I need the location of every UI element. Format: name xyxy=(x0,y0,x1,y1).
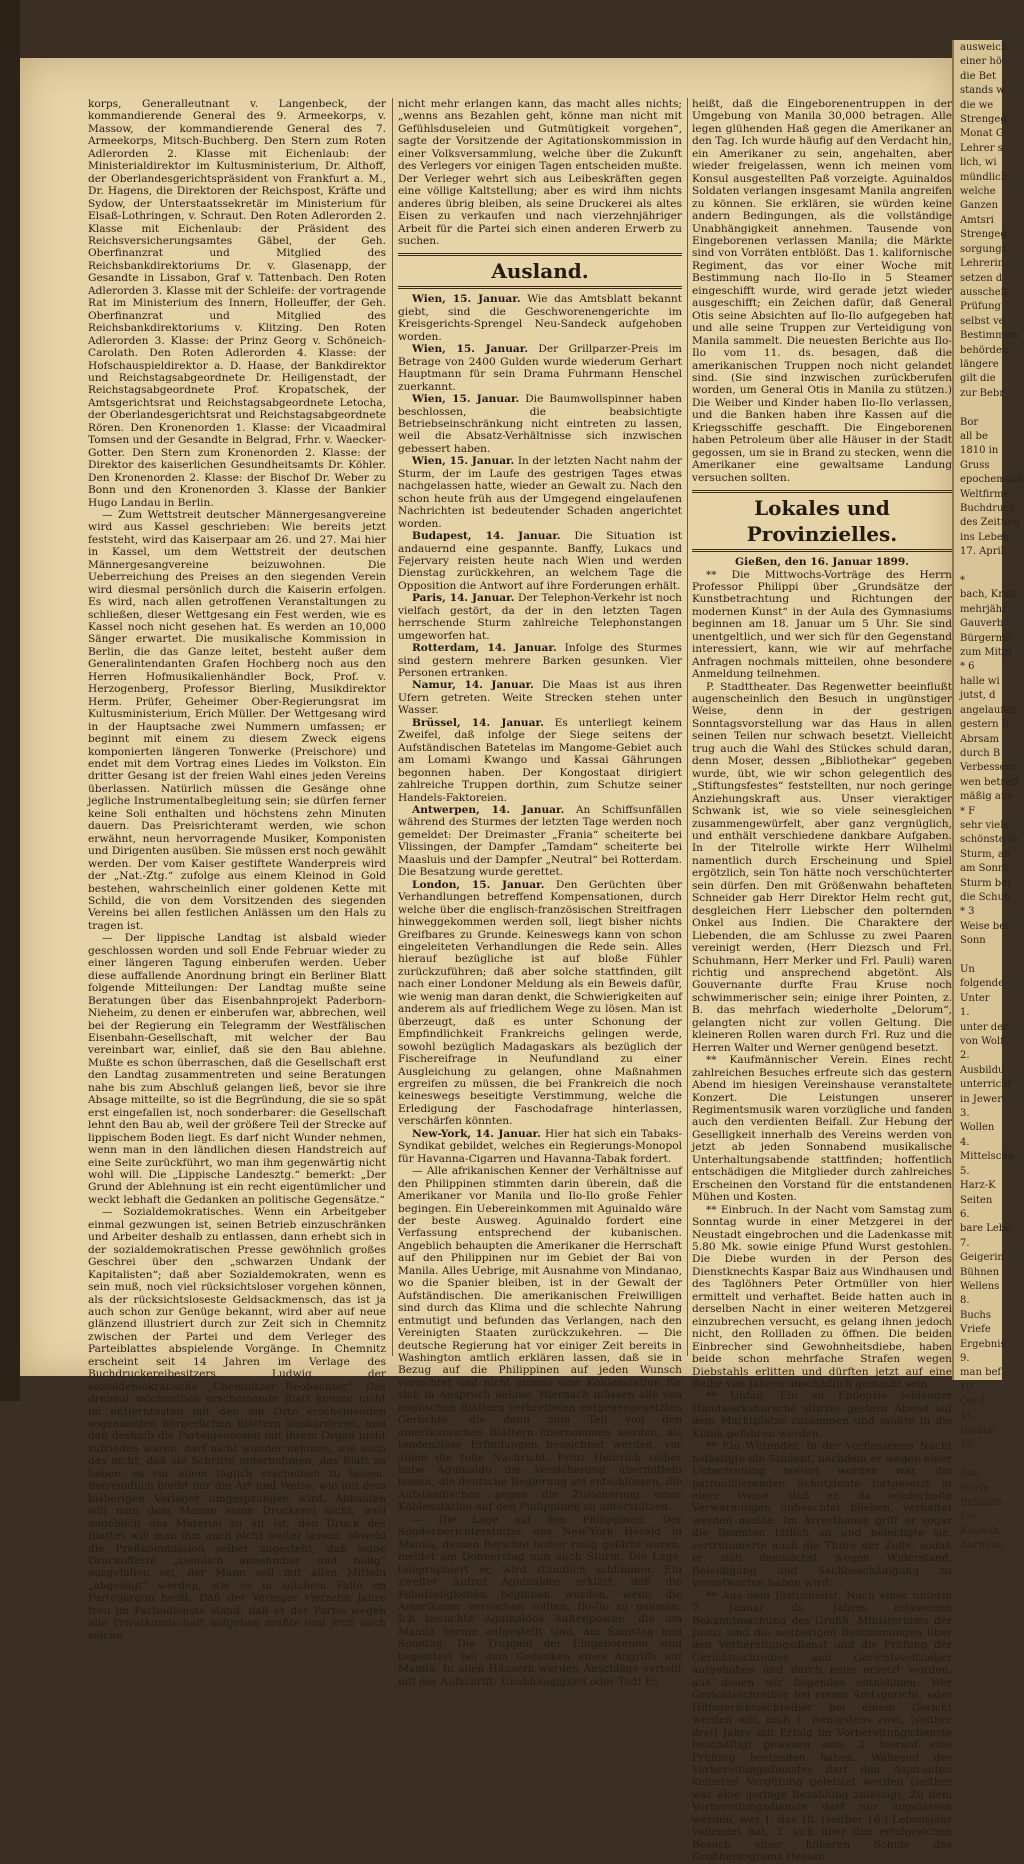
edge-line: Lehrerin xyxy=(960,258,1005,270)
edge-line xyxy=(954,559,1002,573)
edge-line: * xyxy=(960,575,965,587)
edge-line xyxy=(954,1452,1002,1466)
news-text: Der Telephon-Verkehr ist noch vielfach gestört, da der in den letzten Tagen herrschende Sturm zahlreiche Telephonstangen umgeworfen hat. xyxy=(398,592,682,642)
edge-line: ins Leben xyxy=(960,531,1010,543)
edge-line: die Schub xyxy=(960,891,1011,903)
edge-line: 12. xyxy=(960,1439,976,1451)
news-location: Wien, 15. Januar. xyxy=(412,343,529,356)
edge-line: die Bet xyxy=(960,70,996,82)
edge-line: Harfe xyxy=(960,1482,990,1494)
news-location: Brüssel, 14. Januar. xyxy=(412,716,544,729)
edge-line: sehr viele xyxy=(960,819,1010,831)
edge-line: die we xyxy=(960,99,994,111)
edge-line: zum Mitgl xyxy=(960,647,1012,659)
news-text: Die Maas ist aus ihren Ufern getreten. Weite Strecken stehen unter Wasser. xyxy=(398,679,682,717)
news-item xyxy=(398,455,682,530)
news-item xyxy=(398,1514,682,1688)
column-rule xyxy=(687,98,688,1356)
edge-line: gestern B xyxy=(960,719,1010,731)
paragraph: — Zum Wettstreit deutscher Männergesangvereine wird aus Kassel geschrieben: Wie bereits jetzt feststeht, wird das Kaiserpaar am 26. und 27. Mai hier in Kassel, um dem Wettstreit der deutschen Männergesangvereine beizuwohnen. Die Ueberreichung des Preises an den siegenden Verein wird diesmal persönlich durch die Kaiserin erfolgen. Es wird, nach allen getroffenen Veranstaltungen zu schließen, dieser Wettgesang ein Fest werden, wie es Kassel noch nicht gesehen hat. Es werden an 10,000 Sänger erwartet. Die musikalische Kommission in Berlin, die das Ganze leitet, besteht außer dem Generalintendanten Grafen Hochberg noch aus den Herren Hofmusikalienhändler Bock, Prof. v. Herzogenberg, Professor Bierling, Musikdirektor Herm. Prüfer, Geheimer Ober-Regierungsrat im Kultusministerium, Erich Müller. Der Wettgesang wird in der Hauptsache zwei Nummern umfassen; er beginnt mit einem zu diesem Zweck eigens komponierten längeren Tonwerke (Preischore) und endet mit dem Vortrag eines Liedes im Volkston. Ein dritter Gesang ist der freien Wahl eines jeden Vereins überlassen. Natürlich müssen die Gesänge ohne jegliche Instrumentalbegleitung sein; sie dürfen ferner keine Soli enthalten und höchstens zehn Minuten dauern. Das Preisrichteramt werden, wie schon erwähnt, neun hervorragende Musiker, Komponisten und Dirigenten ausüben. Sie müssen erst noch gewählt werden. Der vom Kaiser gestiftete Wanderpreis wird der „Nat.-Ztg.“ zufolge aus einem Kleinod in Gold bestehen, wahrscheinlich einer goldenen Kette mit Schild, die von dem Vorsitzenden des siegenden Vereins bei allen festlichen Anlässen um den Hals zu tragen ist. xyxy=(88,508,386,932)
edge-line: mehrjähr xyxy=(960,603,1007,615)
edge-line: Bühnen xyxy=(960,1266,1000,1278)
edge-line: Sonn xyxy=(960,935,986,947)
edge-line: Monat G xyxy=(960,128,1004,140)
paragraph: — Der lippische Landtag ist alsbald wieder geschlossen worden und soll Ende Februar wieder zu einer längeren Tagung einberufen werden. Ueber diese auffallende Anordnung bringt ein Berliner Blatt folgende Mitteilungen: Der Landtag mußte seine Beratungen über das Eisenbahnprojekt Paderborn-Nieheim, zu denen er einberufen war, abbrechen, weil bei der Regierung ein Telegramm der Westfälischen Eisenbahn-Gesellschaft, mit welcher der Bau vereinbart war, einlief, daß sie den Bau ablehne. Mußte es schon überraschen, daß die Gesellschaft erst den Landtag zusammentreten und seine Beratungen nahe bis zum Abschluß gelangen ließ, bevor sie ihre Absage mitteilte, so ist die Begründung, die sie so spät erst eingefallen ist, noch sonderbarer: die Gesellschaft lehnt den Bau ab, weil der größere Teil der Strecke auf lippischem Boden liegt. Es darf nicht Wunder nehmen, wenn man in den ländlichen diesen Handstreich auf eine Seite zurückführt, wo man ihm gegenwärtig nicht wohl will. Die „Lippische Landesztg.“ bemerkt: „Der Grund der Ablehnung ist ein recht eigentümlicher und weckt lebhaft die Gedanken an politische Gegensätze.“ xyxy=(88,932,386,1206)
edge-line: von Wolf xyxy=(960,1036,1004,1048)
news-location: Wien, 15. Januar. xyxy=(412,393,520,406)
edge-line: Kuswah xyxy=(960,1525,1000,1537)
edge-line: jutst, d xyxy=(960,690,996,702)
news-location: Rotterdam, 14. Januar. xyxy=(412,642,557,655)
news-location: London, 15. Januar. xyxy=(412,878,545,891)
edge-line: Ganzen xyxy=(960,200,999,212)
edge-line: 8. xyxy=(960,1295,970,1307)
edge-line: schönste in xyxy=(960,834,1018,846)
edge-line: behörden xyxy=(960,344,1009,356)
edge-line: 6. xyxy=(960,1208,970,1220)
edge-line: 4. xyxy=(960,1136,970,1148)
edge-line: Bau xyxy=(960,1468,980,1480)
edge-line: 9. xyxy=(960,1352,970,1364)
edge-line: Ahrheim xyxy=(960,1540,1004,1552)
paragraph: ** Die Mittwochs-Vorträge des Herrn Professor Philippi über „Grundsätze der Kunstbetrachtung und Richtungen der modernen Kunst“ in der Aula des Gymnasiums beginnen am 18. Januar um 5 Uhr. Sie sind unentgeltlich, und wer sich für den Gegenstand interessiert, kann, wie wir auf mehrfache Anfragen nochmals mitteilen, ohne besondere Anmeldung teilnehmen. xyxy=(692,568,952,681)
edge-line: angelaufen xyxy=(960,704,1017,716)
edge-line: Lehrer s xyxy=(960,142,1003,154)
news-item xyxy=(398,293,682,343)
edge-line: Geigerin xyxy=(960,1252,1004,1264)
edge-line: Buchs xyxy=(960,1309,991,1321)
edge-line: Buchdruck xyxy=(960,503,1016,514)
news-item xyxy=(398,393,682,455)
news-text: Die Baumwollspinner haben beschlossen, die beabsichtigte Betriebseinschränkung nicht eintreten zu lassen, weil die Absatz-Verhältnisse sich inzwischen gebessert haben. xyxy=(398,393,682,455)
news-text: In der letzten Nacht nahm der Sturm, der im Laufe des gestrigen Tages etwas nachgelassen hatte, wieder an Gewalt zu. Nach den schon heute früh aus der Umgegend eingelaufenen Nachrichten ist bedeutender Schaden angerichtet worden. xyxy=(398,455,682,530)
news-text: — Alle afrikanischen Kenner der Verhältnisse auf den Philippinen stimmten darin überein, daß die Amerikaner vor Manila und Ilo-Ilo große Fehler begingen. Ein Uebereinkommen mit Aguinaldo wäre der beste Ausweg. Aguinaldo fordert eine Verfassung entsprechend der kubanischen. Angeblich behaupten die Amerikaner die Herrschaft auf den Philippinen nur im Gebiet der Bai von Manila. Alles Uebrige, mit Ausnahme von Mindanao, wo die Spanier bleiben, ist in der Gewalt der Aufständischen. Die amerikanischen Freiwilligen sind durch das Klima und die schlechte Nahrung entmutigt und befunden das Verlangen, nach den Vereinigten Staaten zurückzukehren. — Die deutsche Regierung hat vor einiger Zeit bereits in Washington amtlich erklären lassen, daß sie in Bezug auf die Philippinen auf jeden Wunsch verzichtet und nicht einmal eine Kohlenstation für sich in Anspruch nehme. Hiernach müssen alle von englischen Blättern verbreiteten entgegengesetzten Gerüchte, die dann zum Teil von den amerikanischen Blättern übernommen werden, als tendenziöse Erfindungen bezeichnet werden, vor allem die tolle Nachricht, Prinz Heinrich selber habe Aguinaldo die Versicherung übermitteln lassen, die deutsche Regierung sei entschlossen, die Aufständischen gegen die Zusicherung einer Kohlenstation auf den Philippinen zu unterstützen. xyxy=(398,1165,682,1514)
edge-line: einer hö xyxy=(960,56,1002,68)
edge-line: setzen d xyxy=(960,272,1003,284)
edge-line: * 6 xyxy=(960,661,975,673)
news-text: — Die Lage auf den Philippinen. Der Sonderberichterstatter des New-York Herald in Manila, dessen Berichte bisher rosig gefärbt waren, meldet am Donnerstag nun auch Sturm. Die Lage, telegraphiert er, wird ständlich schlimmer. Ein zweiter Aufruf Aguinaldos erklärt, daß die Feindseligkeiten beginnen würden, wenn die Amerikaner versuchen sollten, Ilo-Ilo zu nehmen. Ich besuchte Aguinaldos Außenposten, die um Manila herum aufgestellt sind, am Samstag und Sonntag. Die Truppen der Eingeborenen sind begeistert bei dem Gedanken eines Angriffs auf Manila. In allen Häusern werden Anschläge verteilt mit der Aufschrift: Unabhängigkeit oder Tod! Es xyxy=(398,1513,682,1688)
edge-line: 5. xyxy=(960,1165,970,1177)
news-text: Die Situation ist andauernd eine gespannte. Banffy, Lukacs und Fejervary reisten heute nach Wien und werden Dienstag zurückkehren, an welchem Tage die Opposition die Antwort auf ihre Forderungen erhält. xyxy=(398,530,683,592)
news-location: Namur, 14. Januar. xyxy=(412,679,534,692)
news-item xyxy=(398,642,682,679)
edge-line: Strengeg xyxy=(960,229,1007,241)
edge-line: Bestimmun xyxy=(960,330,1018,342)
paragraph: ** Ein Wütender. In der verflossenen Nacht belästigte ein Student, nachdem er wegen einer Uebertretung notiert worden war, die patrouillierenden Schutzleute fortgesetzt in einer Weise, daß er, da wiederholte Verwarnungen unbeachtet blieben, verhaftet werden mußte. Im Arresthause griff er sogar die Beamten tätlich an und beleidigte sie, zertrümmerte auch die Thüre der Zelle, sodaß er sich demnächst wegen Widerstand, Beleidigung und Sachbeschädigung zu verantworten haben wird. xyxy=(692,1440,952,1590)
news-text: Der Grillparzer-Preis im Betrage von 2400 Gulden wurde wiederum Gerhart Hauptmann für sein Drama Fuhrmann Henschel zuerkannt. xyxy=(398,343,682,393)
edge-line: Sturm, an xyxy=(960,848,1011,860)
edge-line: in Jewer xyxy=(960,1093,1003,1105)
edge-line: 3. xyxy=(960,1108,970,1120)
edge-line: Unter xyxy=(960,992,990,1004)
edge-line: 1810 in xyxy=(960,445,999,457)
edge-line: längere xyxy=(960,358,999,370)
news-item xyxy=(398,530,682,592)
edge-line: Ost-L xyxy=(960,1396,988,1408)
edge-line: sorgungs xyxy=(960,243,1007,255)
edge-line: halle wi xyxy=(960,675,1000,687)
edge-line: epochemach xyxy=(960,474,1024,486)
column-rule xyxy=(392,98,393,1356)
news-item xyxy=(398,1165,682,1514)
news-text: Es unterliegt keinem Zweifel, daß infolge der Siege seitens der Aufständischen Batetelas im Mangome-Gebiet auch am Lomami Kwango und Kassai Gährungen begonnen haben. Der Kongostaat dirigiert zahlreiche Truppen dorthin, zum Schutze seiner Handels-Faktoreien. xyxy=(398,716,682,804)
edge-line: Ergebnis xyxy=(960,1338,1006,1350)
edge-line: stands w xyxy=(960,85,1005,97)
edge-line: unter der xyxy=(960,1021,1008,1033)
edge-line: 2. xyxy=(960,1050,970,1062)
edge-line: Verbesseru xyxy=(960,762,1017,774)
paragraph: ** Unfall. Ein an Epilepsie leidender Handwerksbursche stürzte gestern Abend auf dem Marktplatze zusammen und mußte in die Klinik gefahren werden. xyxy=(692,1390,952,1440)
paragraph: ** Kaufmännischer Verein. Eines recht zahlreichen Besuches erfreute sich das gestern Abend im hiesigen Vereinshause veranstaltete Konzert. Die Leistungen unserer Regimentsmusik waren vorzügliche und fanden auch den verdienten Beifall. Zur Hebung der Geselligkeit innerhalb des Vereins werden von jetzt ab jeden Sonnabend musikalische Unterhaltungsabende stattfinden; hoffentlich entschädigen die Mitglieder durch zahlreiches Erscheinen den Vorstand für die entstandenen Mühen und Kosten. xyxy=(692,1054,952,1204)
edge-line: Wellens xyxy=(960,1280,1000,1292)
edge-line: 11. xyxy=(960,1410,976,1422)
news-location: Wien, 15. Januar. xyxy=(412,293,521,306)
column-1 xyxy=(88,98,386,1642)
edge-line: * 3 xyxy=(960,906,975,918)
news-location: Budapest, 14. Januar. xyxy=(412,530,561,543)
edge-line: Strengeg xyxy=(960,114,1007,126)
edge-line: Ausbildu xyxy=(960,1064,1005,1076)
edge-line: Beliebte xyxy=(960,1497,1002,1509)
edge-line: Mittelschu xyxy=(960,1151,1015,1163)
edge-line: man bef xyxy=(960,1367,1002,1379)
news-location: New-York, 14. Januar. xyxy=(412,1127,541,1140)
edge-line: zur Bebr xyxy=(960,387,1005,399)
adjacent-page-edge xyxy=(952,40,1024,1552)
news-item xyxy=(398,717,682,804)
news-location: Paris, 14. Januar. xyxy=(412,592,515,605)
section-title-ausland: Ausland. xyxy=(398,253,682,289)
news-text: Infolge des Sturmes sind gestern mehrere Barken gesunken. Vier Personen ertranken. xyxy=(398,642,682,680)
news-text: Hier hat sich ein Tabaks-Syndikat gebildet, welches ein Regierungs-Monopol für Havanna-Cigarren und Havanna-Tabak fordert. xyxy=(398,1127,682,1165)
edge-line: * F xyxy=(960,805,976,817)
edge-line: Un xyxy=(960,964,975,975)
edge-line: ausscheit xyxy=(960,286,1008,298)
edge-line: 10. xyxy=(960,1381,976,1393)
ausland-news-list xyxy=(398,293,682,1688)
news-item xyxy=(398,804,682,879)
news-item xyxy=(398,679,682,716)
edge-line: Sturm bei xyxy=(960,877,1011,889)
paragraph: — Sozialdemokratisches. Wenn ein Arbeitgeber einmal gezwungen ist, seinen Betrieb einzuschränken und Arbeiter deshalb zu entlassen, dann erhebt sich in der sozialdemokratischen Presse gewöhnlich großes Geschrei über den „schwarzen Undank der Kapitalisten“; daß aber Sozialdemokraten, wenn es sein muß, noch viel rücksichtsloser vorgehen können, als der rücksichtsloseste Geldsackmensch, das ist ja auch schon zur Genüge bekannt, wird aber auf neue glänzend illustriert durch zur Zeit sich in Chemnitz zwischen der Partei und dem Verleger des Parteiblattes abspielende Vorgänge. In Chemnitz erscheint seit 14 Jahren im Verlage des Buchdruckereibesitzers Ludwig der sozialdemokratische „Chemnitzer Beobachter“. Das dreimal wöchentlich erscheinende Blatt konnte nicht im entferntesten mit den am Orte erscheinenden sogenannten bürgerlichen Blättern konkurrieren, und daß deshalb die Parteigenossen mit ihrem Organ nicht zufrieden waren, darf nicht wunder nehmen, wie auch das nicht, daß sie Schritte unternahmen, das Blatt zu heben, es vor allem täglich erscheinen zu lassen. Befremdlich bleibt nur die Art und Weise, wie mit dem bisherigen Verleger umgesprungen wird. Abkaufen will man dem Manne seine Druckerei nicht, weil angeblich das Material zu alt ist; den Druck des Blattes will man ihm auch nicht weiter lassen, obwohl die Preßkommission selber zugesteht, daß seine Druckofferte „ziemlich annehmbar und billig“ ausgefallen sei, der Mann soll mit allen Mitteln „abgesägt“ werden, wie es in solchem Falle im Parteijargon heißt. Daß der Verleger vierzehn Jahre treu im Parteidienste stand, daß er der Partei wegen alle Privatkundschaft aufgeben mußte und jetzt auch solche xyxy=(88,1206,386,1642)
news-item xyxy=(398,592,682,642)
edge-line: bare Lebe xyxy=(960,1223,1012,1235)
edge-line: 17. April xyxy=(960,546,1004,558)
edge-line: wen betreff xyxy=(960,776,1019,788)
edge-line: unterricht xyxy=(960,1079,1012,1091)
edge-line: des Zeitung xyxy=(960,517,1020,529)
paragraph: ** Einbruch. In der Nacht vom Samstag zum Sonntag wurde in einer Metzgerei in der Neustadt eingebrochen und die Ladenkasse mit 5.80 Mk. sowie einige Pfund Wurst gestohlen. Die Diebe wurden in der Person des Dienstknechts Kaspar Baiz aus Windhausen und des Taglöhners Peter Ortmüller von hier ermittelt und verhaftet. Beide hatten auch in derselben Nacht in einer weiteren Metzgerei einzubrechen versucht, es gelang ihnen jedoch nicht, den Rollladen zu öffnen. Die beiden Einbrecher sind Gewohnheitsdiebe, haben beide schon mehrfache Strafen wegen Diebstahls erlitten und dürften jetzt auf eine Reihe von Jahren unschädlich gemacht sein. xyxy=(692,1203,952,1390)
edge-line: Seiten xyxy=(960,1194,993,1206)
edge-line: am Sonnt xyxy=(960,863,1009,875)
news-text: Den Gerüchten über Verhandlungen betreffend Kompensationen, durch welche über die englisch-französischen Streitfragen hinweggekommen werden soll, liegt bisher nichts Greifbares zu Grunde. Keineswegs kann von schon eingeleiteten Verhandlungen die Rede sein. Alles hierauf bezügliche ist auf bloße Fühler zurückzuführen; daß aber solche stattfinden, gilt nach einer Londoner Meldung als ein Beweis dafür, wie wenig man daran denkt, die Schwierigkeiten auf anderem als auf friedlichem Wege zu lösen. Man ist überzeugt, daß es unter Schonung der Empfindlichkeit Frankreichs gelingen werde, sowohl bezüglich Madagaskars als bezüglich der Fischereifrage in Neufundland zu einer Ausgleichung zu gelangen, ohne Maßnahmen ergreifen zu müssen, die bei Frankreich die noch keineswegs beseitigte Verstimmung, welche die Erledigung der Faschodafrage hinterlassen, verschärfen könnten. xyxy=(398,878,682,1128)
edge-line: all be xyxy=(960,430,988,442)
edge-line: gilt die xyxy=(960,373,996,385)
edge-line: Harz-K xyxy=(960,1180,996,1192)
edge-line: Vriefe xyxy=(960,1324,991,1336)
edge-line xyxy=(954,400,1002,414)
news-item xyxy=(398,343,682,393)
news-item xyxy=(398,1128,682,1165)
edge-line xyxy=(954,948,1002,962)
section-title-lokales: Lokales und Provinzielles. xyxy=(692,490,952,552)
dateline: Gießen, den 16. Januar 1899. xyxy=(735,556,909,569)
edge-line: ausweich xyxy=(960,42,1008,53)
edge-line: lich, wi xyxy=(960,157,997,169)
binding-edge xyxy=(0,0,20,1401)
edge-line: 7. xyxy=(960,1237,970,1249)
newspaper-page xyxy=(20,58,952,1864)
edge-line: welche xyxy=(960,186,996,198)
paragraph: korps, Generalleutnant v. Langenbeck, der kommandierende General des 9. Armeekorps, v. Massow, der kommandierende General des 7. Armeekorps, Mitsch-Buchberg. Den Stern zum Roten Adlerorden 2. Klasse mit Eichenlaub: der Ministerialdirektor im Kultusministerium, Dr. Althoff, der Oberlandesgerichtspräsident von Frankfurt a. M., Dr. Hagens, die Direktoren der Reichspost, Kräfte und Sydow, der Unterstaatssekretär im Ministerium für Elsaß-Lothringen, v. Schraut. Den Roten Adlerorden 2. Klasse mit Eichenlaub: der Präsident des Reichsversicherungsamtes Gäbel, der Geh. Oberfinanzrat und Mitglied des Reichsbankdirektoriums Dr. v. Glasenapp, der Gesandte in Lissabon, Graf v. Tattenbach. Den Roten Adlerorden 3. Klasse mit der Schleife: der vortragende Rat im Ministerium des Innern, Holleuffer, der Geh. Oberfinanzrat und Mitglied des Reichsbankdirektoriums v. Klitzing. Den Roten Adlerorden 3. Klasse: der Prinz Georg v. Schöneich-Carolath. Den Roten Adlerorden 4. Klasse: der Hofschauspieldirektor a. D. Haase, der Bankdirektor und Reichstagsabgeordnete Dr. Heiligenstadt, der Reichstagsabgeordnete Prof. Kropatschek, der Amtsgerichtsrat und Reichstagsabgeordnete Letocha, der Oberlandesgerichtsrat und Reichstagsabgeordnete Rören. Den Kronenorden 1. Klasse: der Vicaadmiral Tomsen und der Gesandte in Belgrad, Frhr. v. Waecker-Gotter. Den Stern zum Kronenorden 2. Klasse: der Direktor des kaiserlichen Gesundheitsamts Dr. Köhler. Den Kronenorden 2. Klasse: der Bischof Dr. Weber zu Bonn und den Kronenorden 3. Klasse der Bankier Hugo Landau in Berlin. xyxy=(88,98,386,509)
edge-line: durch B xyxy=(960,747,1001,759)
edge-line: Wollen xyxy=(960,1122,995,1134)
paragraph: heißt, daß die Eingeborenentruppen in der Umgebung von Manila 30,000 betragen. Alle legen glühenden Haß gegen die Amerikaner an den Tag. Ich wurde häufig auf den Verdacht hin, ein Amerikaner zu sein, angehalten, aber wieder freigelassen, wenn ich meinen vom Konsul ausgestellten Paß vorzeigte. Aguinaldos Soldaten verlangen insgesamt Manila angreifen zu können. Sie erklären, sie würden keine andern Bedingungen, als die vollständige Unabhängigkeit annehmen. Tausende von Eingeborenen verlassen Manila; die Märkte sind von Vorräten entblößt. Das 1. kalifornische Regiment, das vor einer Woche mit Bestimmung nach Ilo-Ilo in 5 Steamer eingeschifft wurde, wird gerade jetzt wieder ausgeschifft; ein Zeichen dafür, daß General Otis seine Absichten auf Ilo-Ilo aufgegeben hat und alle seine Truppen zur Verteidigung von Manila sammelt. Die neuesten Berichte aus Ilo-Ilo vom 11. ds. besagen, daß die amerikanischen Truppen noch nicht gelandet sind. (Sie sind inzwischen zurückberufen worden, um General Otis in Manila zu stützen.) Die Weiber und Kinder haben Ilo-Ilo verlassen, und die Banken haben ihre Kassen auf die Kriegsschiffe geschafft. Die Eingeborenen haben Petroleum über alle Häuser in der Stadt gegossen, um sie in Brand zu stecken, wenn die Amerikaner eine gewaltsame Landung versuchen sollten. xyxy=(692,98,952,484)
edge-line: 1. xyxy=(960,1007,970,1019)
column-3 xyxy=(692,98,952,1864)
edge-line: Gruss xyxy=(960,459,990,471)
edge-line: Bor xyxy=(960,416,979,428)
news-item xyxy=(398,879,682,1128)
news-text: An Schiffsunfällen während des Sturmes der letzten Tage werden noch gemeldet: Der Dreimaster „Frania“ scheiterte bei Vlissingen, der Dampfer „Tamdam“ scheiterte bei Maasluis und der Dampfer „Neutral“ bei Rotterdam. Die Besatzung wurde gerettet. xyxy=(398,804,682,879)
news-location: Wien, 15. Januar. xyxy=(412,455,515,468)
edge-line: folgende xyxy=(960,978,1004,990)
paragraph: P. Stadttheater. Das Regenwetter beeinflußt augenscheinlich den Besuch in ungünstiger Weise, denn in der gestrigen Sonntagsvorstellung war das Haus in allen seinen Teilen nur schwach besetzt. Vielleicht trug auch die Wahl des Stückes schuld daran, denn Moser, dessen „Bibliothekar“ gegeben wurde, übt, wie wir schon gelegentlich des „Stiftungsfestes“ feststellten, nur noch geringe Anziehungskraft aus. Unser vieraktiger Schwank ist, wie so viele seinesgleichen zusammengewürfelt, aber ganz vergnüglich, und enthält verschiedene dankbare Aufgaben. In der Titelrolle wirkte Herr Wilhelmi namentlich durch Erscheinung und Spiel ergötzlich, sein Ton hätte noch verschüchterter sein dürfen. Den mit Größenwahn behafteten Schneider gab Herr Direktor Helm recht gut, desgleichen Herr Liebscher den polternden Onkel aus Indien. Die Charaktere der Liebenden, die am Schlusse zu zwei Paaren vereinigt werden, (Herr Diezsch und Frl. Schuhmann, Herr Merker und Frl. Pauli) waren richtig und ansprechend abgetönt. Als Gouvernante durfte Frau Kruse noch schwimmerischer sein; einige ihrer Pointen, z. B. das mehrfach wiederholte „Delorum“, gelangten nicht zur vollen Geltung. Die kleineren Rollen waren durch Frl. Ruz und die Herren Walter und Werner genügend besetzt. xyxy=(692,680,952,1054)
column-2 xyxy=(398,98,683,1688)
edge-line: Weltfirme xyxy=(960,488,1010,500)
paragraph: ** Aus dem Justizdienst. Nach einer unterm 7. Januar ds. Jahres erlassenen Bekanntmachung des Großh. Ministeriums der Justiz sind die seitherigen Bestimmungen über den Vorbereitungsdienst und die Prüfung der Gerichtsschreiber und Gerichtsvollzieher aufgehoben und durch neue ersetzt worden, aus denen wir folgendes entnehmen: Wer Gerichtsschreiber bei einem Amtsgericht, oder Hilfsgerichtsschreiber bei einem Gericht werden will, muß 1. wenigstens zwei, (seither drei) Jahre mit Erfolg im Vorbereitungsdienste beschäftigt gewesen sein; 2. hierauf eine Prüfung bestanden haben. Während des Vorbereitungsdienstes darf den Aspiranten keinerlei Vergütung geleistet werden (seither war eine geringe Bezahlung zulässig). Zu dem Vorbereitungsdienste darf nur zugelassen werden, wer 1. das 18. (seither 16.) Lebensjahr vollendet hat, 2. sich über den erfolgreichen Besuch einer höheren Schule des Großherzogtums Hessen xyxy=(692,1589,952,1864)
edge-line: mündlich xyxy=(960,171,1008,183)
edge-line: selbst ve xyxy=(960,315,1005,327)
news-text: Wie das Amtsblatt bekannt giebt, sind die Geschworenengerichte im Kreisgerichts-Sprengel Neu-Sandeck aufgehoben worden. xyxy=(398,293,682,343)
edge-line: Bürgerme xyxy=(960,632,1012,644)
paragraph: nicht mehr erlangen kann, das macht alles nichts; „wenns ans Bezahlen geht, könne man nicht mit Gefühlsduseleien und Gutmütigkeit vorgehen“, sagte der Vorsitzende der Agitationskommission in einer Volksversammlung, welche über die Zukunft des Verlegers vor einigen Tagen entscheiden mußte. Der Verleger wehrt sich aus Leibeskräften gegen eine völlige Kaltstellung; aber es wird ihm nichts anderes übrig bleiben, als seine Druckerei als altes Eisen zu verkaufen und nach vierzehnjähriger Arbeit für die Partei sich einen anderen Erwerb zu suchen. xyxy=(398,98,682,247)
edge-line: Abrsam xyxy=(960,733,999,745)
edge-line: Gauverb xyxy=(960,618,1004,630)
edge-line: Amtsri xyxy=(960,214,994,226)
edge-line: bach, Kraft xyxy=(960,589,1017,601)
edge-line: mäßig aus xyxy=(960,791,1013,803)
edge-line: Lie xyxy=(960,1511,976,1523)
edge-line: Weise bei xyxy=(960,920,1009,932)
edge-line: Prüfung xyxy=(960,301,1001,313)
news-location: Antwerpen, 14. Januar. xyxy=(412,804,565,817)
edge-line: Jagdbe xyxy=(960,1425,996,1436)
